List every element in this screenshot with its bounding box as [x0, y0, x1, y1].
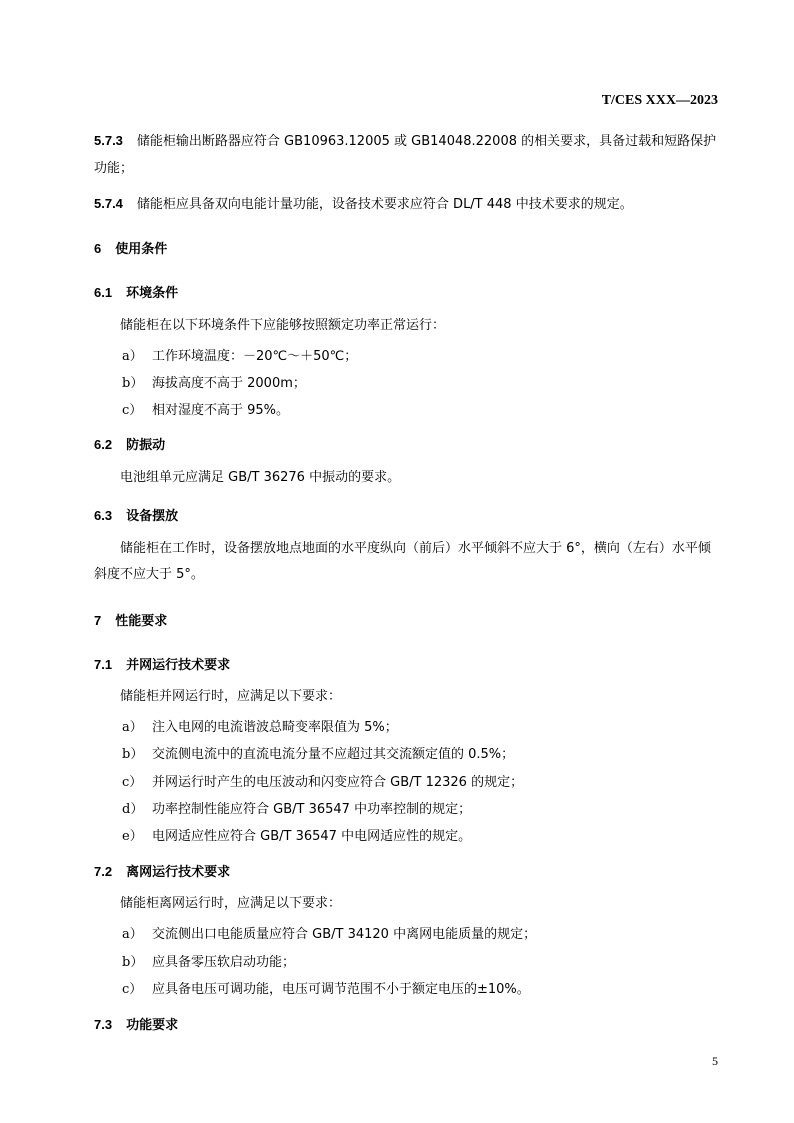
clause-text: 储能柜输出断路器应符合 GB10963.12005 或 GB14048.22008 的相关要求，具备过载和短路保护功能；	[94, 134, 717, 176]
page-number: 5	[712, 1054, 718, 1068]
document-code: T/CES XXX—2023	[601, 93, 718, 108]
list-marker: a）	[122, 349, 143, 364]
section-title: 并网运行技术要求	[126, 658, 231, 673]
clause-5-7-4	[94, 190, 720, 218]
list-item-text: 注入电网的电流谐波总畸变率限值为 5%；	[152, 720, 398, 735]
list-item	[122, 743, 514, 762]
section-6-2-text: 电池组单元应满足 GB/T 36276 中振动的要求。	[120, 470, 401, 485]
section-6-1-heading	[94, 282, 178, 301]
list-item	[122, 798, 471, 817]
list-item	[122, 372, 306, 391]
list-item-text: 应具备零压软启动功能；	[152, 955, 296, 970]
list-marker: c）	[122, 775, 143, 790]
section-6-3-heading	[94, 505, 178, 524]
section-title: 设备摆放	[126, 509, 179, 524]
section-7-1-heading	[94, 654, 230, 673]
list-item-text: 交流侧出口电能质量应符合 GB/T 34120 中离网电能质量的规定；	[152, 927, 537, 942]
list-item	[122, 978, 530, 997]
section-number: 6	[94, 241, 102, 256]
section-number: 6.3	[94, 508, 113, 523]
section-title: 防振动	[126, 438, 166, 453]
list-marker: a）	[122, 927, 143, 942]
list-item	[122, 923, 536, 942]
clause-5-7-3	[94, 127, 720, 182]
list-marker: c）	[122, 982, 143, 997]
list-item-text: 相对湿度不高于 95%。	[152, 403, 290, 418]
list-item-text: 功率控制性能应符合 GB/T 36547 中功率控制的规定；	[152, 802, 472, 817]
section-title: 性能要求	[115, 614, 168, 629]
clause-number: 5.7.3	[94, 133, 123, 148]
list-item	[122, 716, 398, 735]
clause-number: 5.7.4	[94, 196, 123, 211]
list-item-text: 应具备电压可调功能，电压可调节范围不小于额定电压的±10%。	[152, 982, 530, 997]
section-number: 7.1	[94, 657, 113, 672]
section-number: 7.2	[94, 864, 113, 879]
list-item-text: 工作环境温度：－20℃～＋50℃；	[152, 349, 358, 364]
section-7-2-intro: 储能柜离网运行时，应满足以下要求：	[120, 896, 342, 911]
list-item-text: 电网适应性应符合 GB/T 36547 中电网适应性的规定。	[152, 829, 472, 844]
section-6-1-intro: 储能柜在以下环境条件下应能够按照额定功率正常运行：	[120, 318, 446, 333]
section-number: 6.1	[94, 285, 113, 300]
section-number: 7.3	[94, 1017, 113, 1032]
list-item	[122, 345, 357, 364]
section-7-heading	[94, 610, 167, 629]
section-7-2-heading	[94, 861, 230, 880]
list-marker: b）	[122, 955, 144, 970]
list-item	[122, 825, 471, 844]
section-7-1-intro: 储能柜并网运行时，应满足以下要求：	[120, 689, 342, 704]
list-marker: c）	[122, 403, 143, 418]
list-item	[122, 771, 523, 790]
section-title: 使用条件	[115, 242, 168, 257]
list-marker: b）	[122, 376, 144, 391]
list-item-text: 并网运行时产生的电压波动和闪变应符合 GB/T 12326 的规定；	[152, 775, 524, 790]
list-marker: e）	[122, 829, 143, 844]
section-number: 6.2	[94, 437, 113, 452]
section-title: 离网运行技术要求	[126, 865, 231, 880]
list-marker: d）	[122, 802, 144, 817]
section-6-heading	[94, 238, 167, 257]
list-marker: a）	[122, 720, 143, 735]
list-item-text: 海拔高度不高于 2000m；	[152, 376, 306, 391]
section-6-3-text: 储能柜在工作时，设备摆放地点地面的水平度纵向（前后）水平倾斜不应大于 6°，横向（左右）水平倾斜度不应大于 5°。	[94, 541, 711, 582]
section-6-2-heading	[94, 434, 165, 453]
section-title: 功能要求	[126, 1018, 179, 1033]
list-marker: b）	[122, 747, 144, 762]
clause-text: 储能柜应具备双向电能计量功能，设备技术要求应符合 DL/T 448 中技术要求的规定。	[136, 197, 633, 212]
section-7-3-heading	[94, 1014, 178, 1033]
list-item-text: 交流侧电流中的直流电流分量不应超过其交流额定值的 0.5%；	[152, 747, 515, 762]
section-number: 7	[94, 613, 102, 628]
list-item	[122, 399, 289, 418]
section-title: 环境条件	[126, 286, 179, 301]
list-item	[122, 951, 295, 970]
